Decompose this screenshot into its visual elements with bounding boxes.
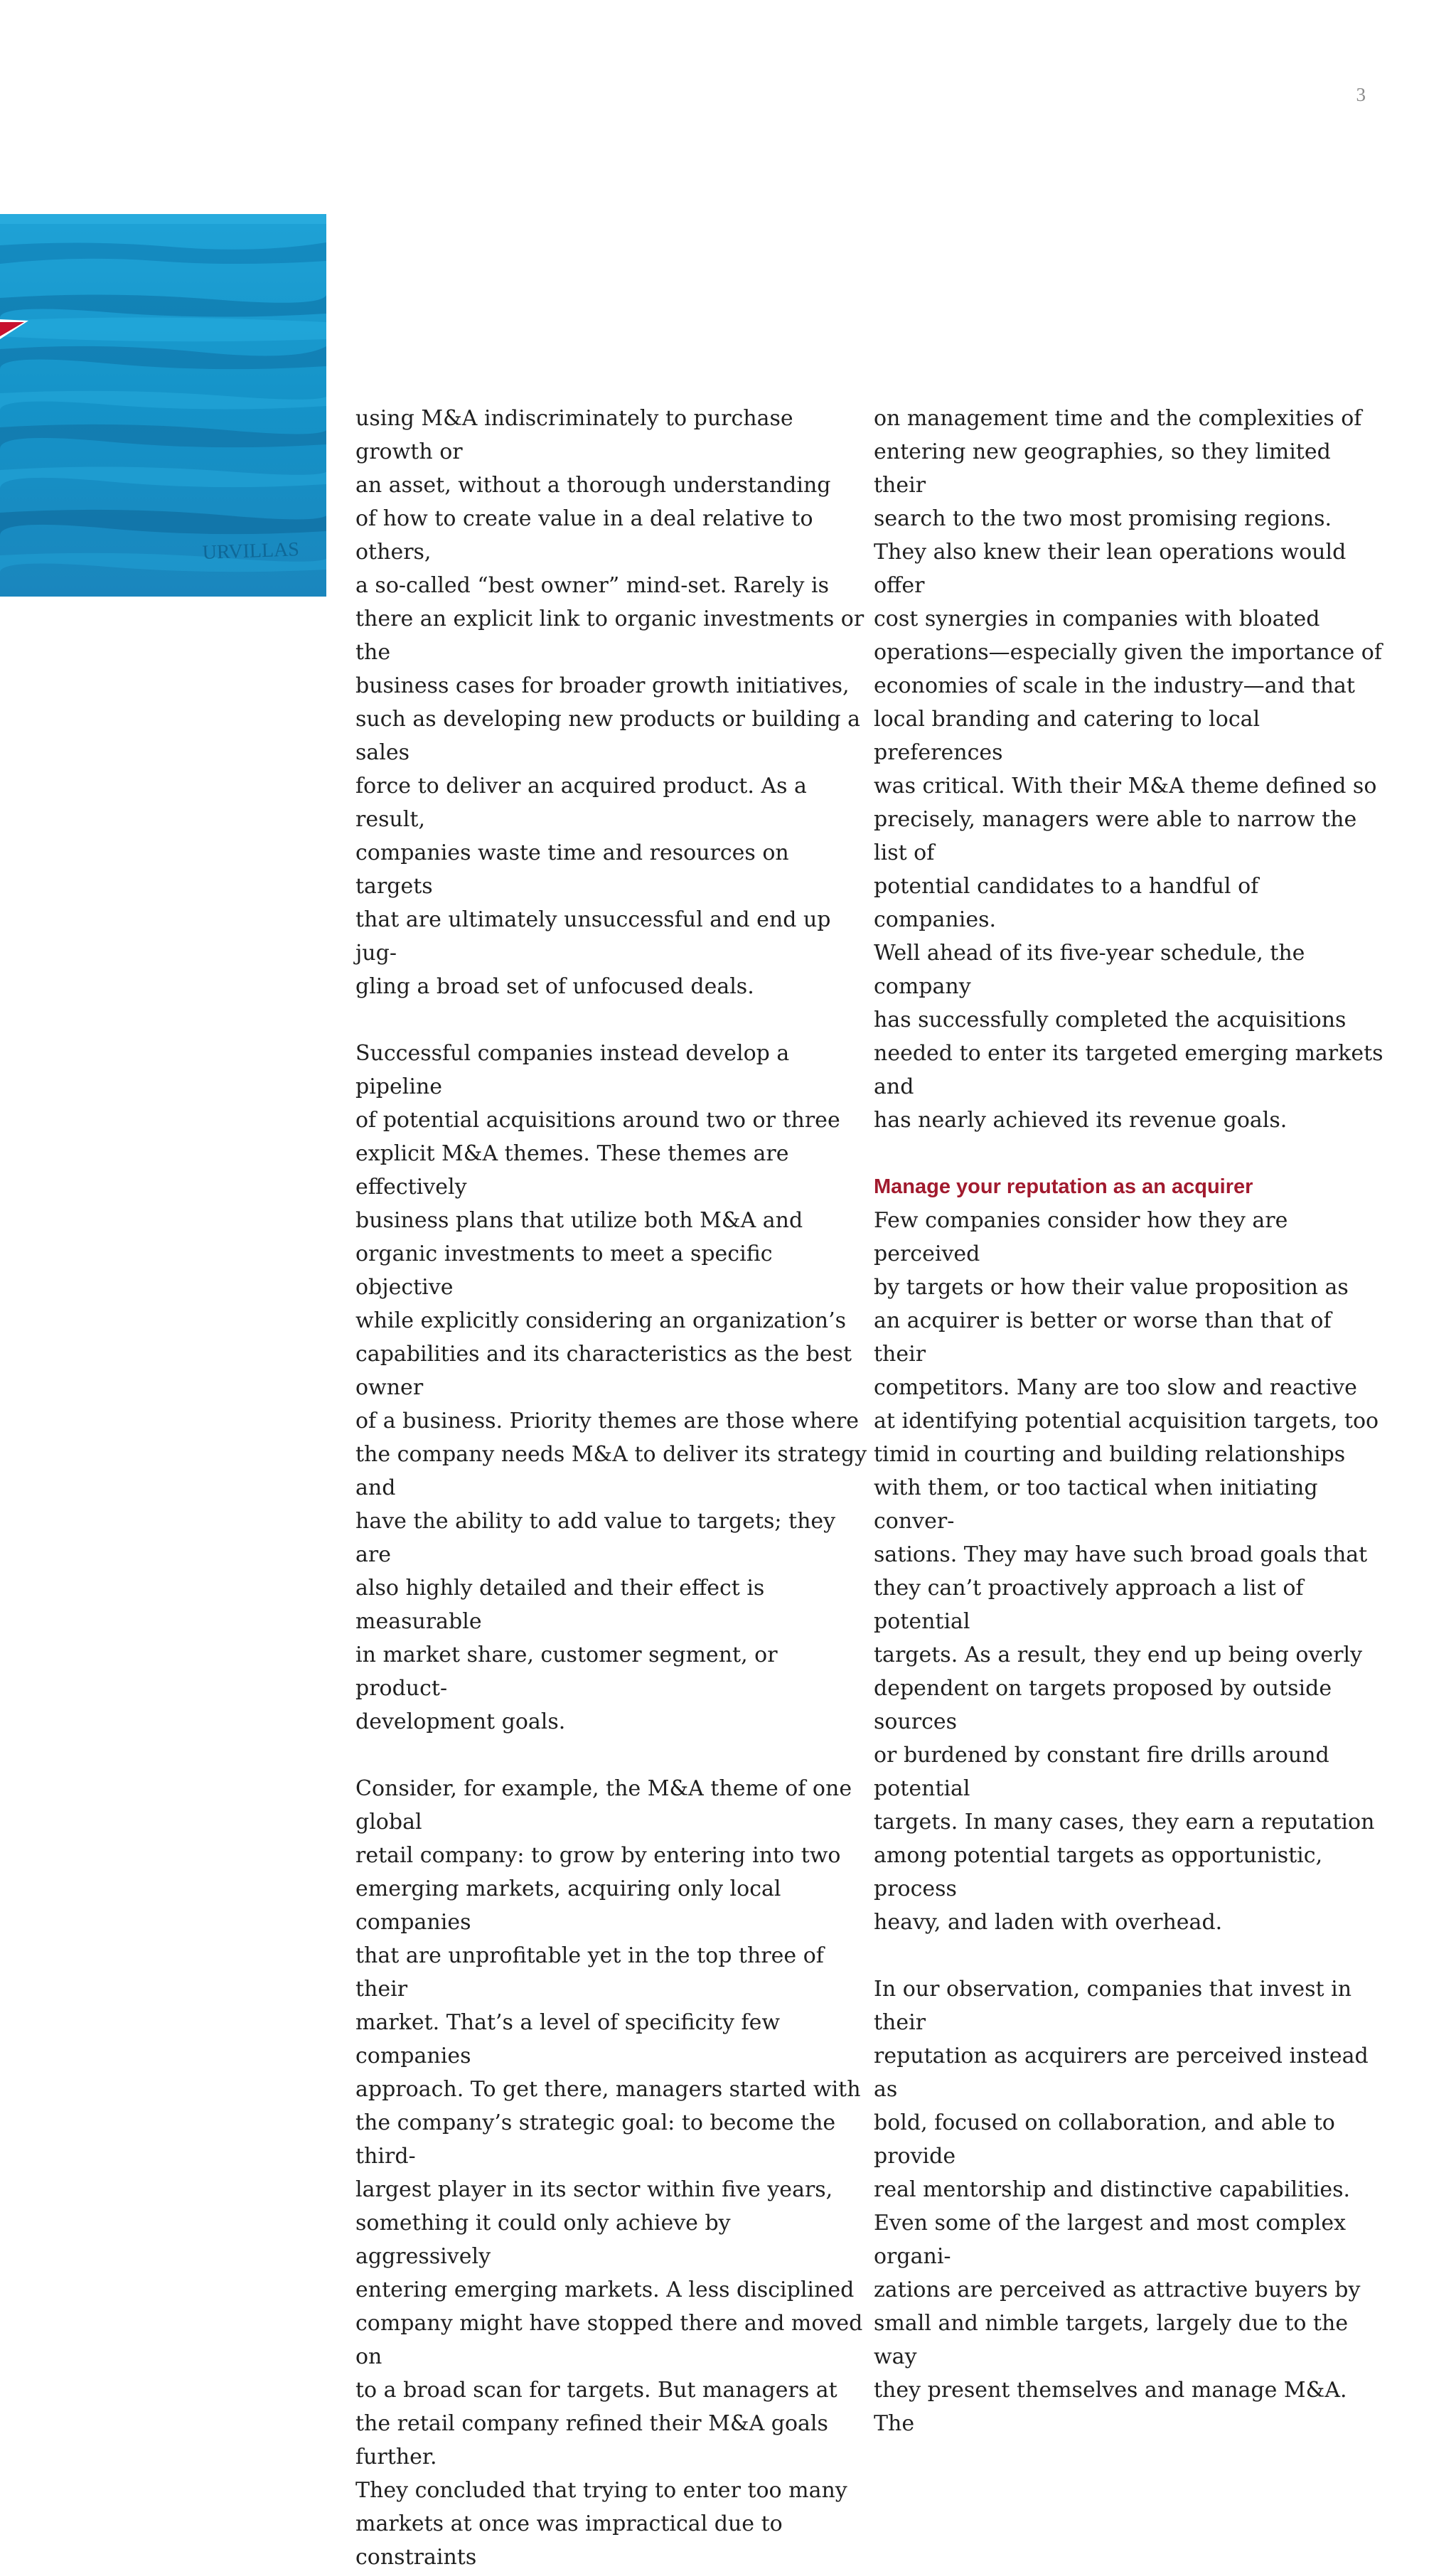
left-paragraph-1: using M&A indiscriminately to purchase growth or an asset, without a thorough understanding of how to create value in a deal relative to others, a so-called “best owner” mind-set. Rarely is there an explicit link to organic investments or the business cases for broader growth initiatives, such as developing new products or building a sales force to deliver an acquired product. As a result, companies waste time and resources on targets that are ultimately unsuccessful and end up jug- gling a broad set of unfocused deals. bbox=[355, 406, 864, 999]
right-paragraph-3: In our observation, companies that invest in their reputation as acquirers are perceived instead as bold, focused on collaboration, and able to provide real mentorship and distinctive capabilities. Even some of the largest and most complex organi- zations are perceived as attractive buyers by small and nimble targets, largely due to the way they present themselves and manage M&A. The bbox=[874, 1977, 1369, 2436]
right-paragraph-2: Few companies consider how they are perceived by targets or how their value proposition as an acquirer is better or worse than that of their competitors. Many are too slow and reactive at identifying potential acquisition targets, too timid in courting and building relationships with them, or too tactical when initiating conver- sations. They may have such broad goals that they can’t proactively approach a list of potential targets. As a result, they end up being overly dependent on targets proposed by outside sources or burdened by constant fire drills around potential targets. In many cases, they earn a reputation among potential targets as opportunistic, process heavy, and laden with overhead. bbox=[874, 1208, 1379, 1935]
right-column bbox=[874, 402, 1386, 2440]
right-paragraph-1: on management time and the complexities of entering new geographies, so they limited their search to the two most promising regions. They also knew their lean operations would offer cost synergies in companies with bloated operations—especially given the importance of economies of scale in the industry—and that local branding and catering to local preferences was critical. With their M&A theme defined so precisely, managers were able to narrow the list of potential candidates to a handful of companies. Well ahead of its five-year schedule, the company has successfully completed the acquisitions needed to enter its targeted emerging markets and has nearly achieved its revenue goals. bbox=[874, 406, 1383, 1133]
left-paragraph-2: Successful companies instead develop a pipeline of potential acquisitions around two or three explicit M&A themes. These themes are effectively business plans that utilize both M&A and organic investments to meet a specific objective while explicitly considering an organization’s capabilities and its characteristics as the best owner of a business. Priority themes are those where the company needs M&A to deliver its strategy and have the ability to add value to targets; they are also highly detailed and their effect is measurable in market share, customer segment, or product- development goals. bbox=[355, 1041, 867, 1734]
illustration-image bbox=[0, 214, 326, 597]
page-number: 3 bbox=[1356, 84, 1366, 105]
left-column bbox=[355, 402, 867, 2574]
section-heading: Manage your reputation as an acquirer bbox=[874, 1175, 1253, 1198]
painting-signature: URVILLAS bbox=[202, 538, 300, 564]
left-paragraph-3: Consider, for example, the M&A theme of one global retail company: to grow by entering into two emerging markets, acquiring only local companies that are unprofitable yet in the top three of their market. That’s a level of specificity few companies approach. To get there, managers started with the company’s strategic goal: to become the third- largest player in its sector within five years, something it could only achieve by aggressively entering emerging markets. A less disciplined company might have stopped there and moved on to a broad scan for targets. But managers at the retail company refined their M&A goals further. They concluded that trying to enter too many markets at once was impractical due to constraints bbox=[355, 1776, 863, 2570]
